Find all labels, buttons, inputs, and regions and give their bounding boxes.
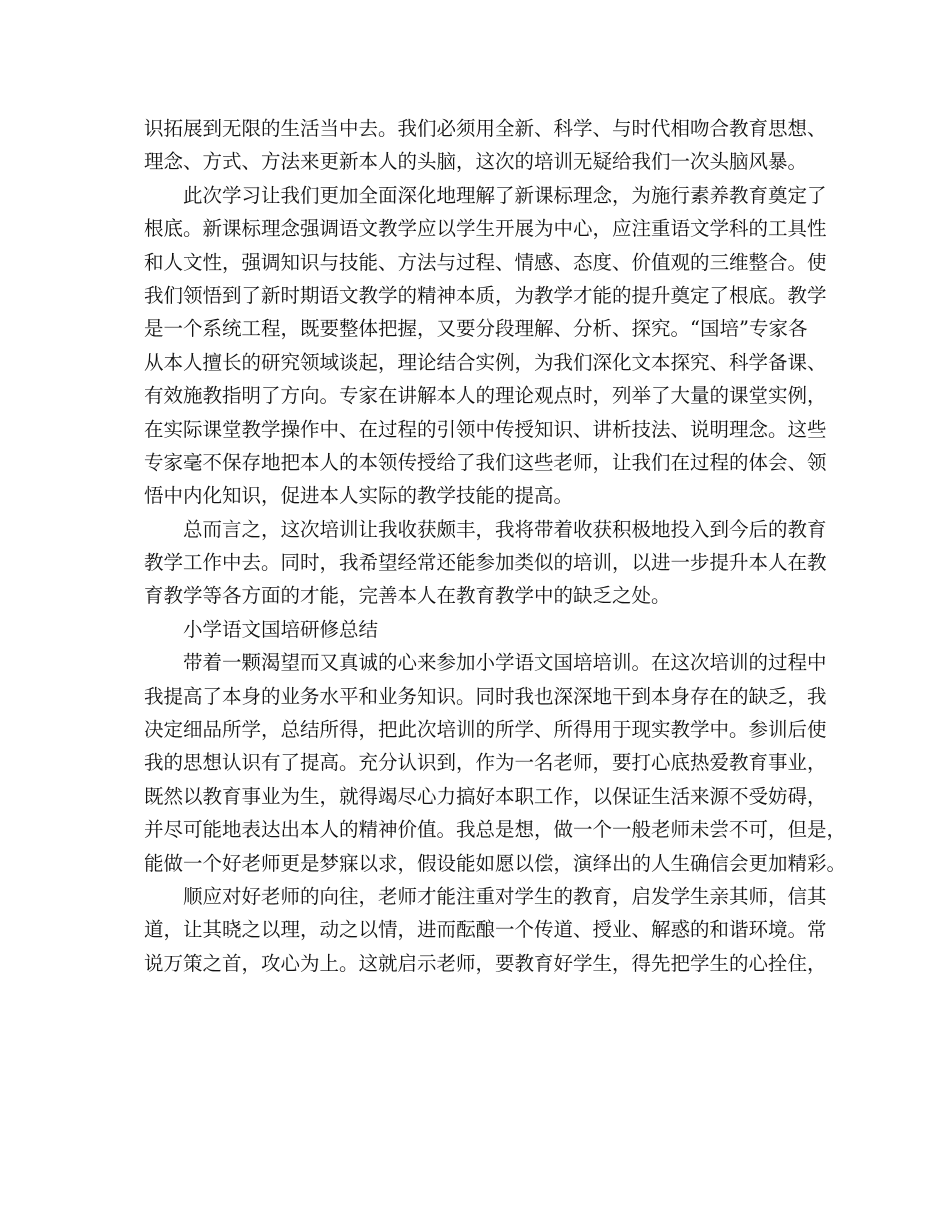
text-line: 在实际课堂教学操作中、在过程的引领中传授知识、讲析技法、说明理念。这些 [144, 417, 827, 441]
section-heading: 小学语文国培研修总结 [183, 617, 379, 641]
text-line: 根底。新课标理念强调语文教学应以学生开展为中心，应注重语文学科的工具性 [144, 217, 827, 241]
text-line: 我的思想认识有了提高。充分认识到，作为一名老师，要打心底热爱教育事业， [144, 751, 827, 775]
text-line: 育教学等各方面的才能，完善本人在教育教学中的缺乏之处。 [144, 584, 671, 608]
text-line: 顺应对好老师的向往，老师才能注重对学生的教育，启发学生亲其师，信其 [183, 884, 827, 908]
text-line: 专家毫不保存地把本人的本领传授给了我们这些老师，让我们在过程的体会、领 [144, 450, 827, 474]
text-line: 道，让其晓之以理，动之以情，进而酝酿一个传道、授业、解惑的和谐环境。常 [144, 918, 827, 942]
text-line: 是一个系统工程，既要整体把握，又要分段理解、分析、探究。“国培”专家各 [144, 317, 808, 341]
text-line: 决定细品所学，总结所得，把此次培训的所学、所得用于现实教学中。参训后使 [144, 718, 827, 742]
text-line: 我提高了本身的业务水平和业务知识。同时我也深深地干到本身存在的缺乏，我 [144, 684, 827, 708]
text-line: 和人文性，强调知识与技能、方法与过程、情感、态度、价值观的三维整合。使 [144, 250, 827, 274]
text-line: 有效施教指明了方向。专家在讲解本人的理论观点时，列举了大量的课堂实例， [144, 384, 827, 408]
text-line: 教学工作中去。同时，我希望经常还能参加类似的培训，以进一步提升本人在教 [144, 551, 827, 575]
text-line: 悟中内化知识，促进本人实际的教学技能的提高。 [144, 484, 574, 508]
text-line: 总而言之，这次培训让我收获颇丰，我将带着收获积极地投入到今后的教育 [183, 517, 827, 541]
text-line: 识拓展到无限的生活当中去。我们必须用全新、科学、与时代相吻合教育思想、 [144, 117, 827, 140]
text-line: 从本人擅长的研究领域谈起，理论结合实例，为我们深化文本探究、科学备课、 [144, 350, 827, 374]
text-line: 我们领悟到了新时期语文教学的精神本质，为教学才能的提升奠定了根底。教学 [144, 283, 827, 307]
text-line: 说万策之首，攻心为上。这就启示老师，要教育好学生，得先把学生的心拴住， [144, 951, 827, 975]
text-line: 并尽可能地表达出本人的精神价值。我总是想，做一个一般老师未尝不可，但是， [144, 818, 847, 842]
text-line: 能做一个好老师更是梦寐以求，假设能如愿以偿，演绎出的人生确信会更加精彩。 [144, 851, 847, 875]
document-body [144, 112, 847, 980]
text-line: 此次学习让我们更加全面深化地理解了新课标理念，为施行素养教育奠定了 [183, 183, 827, 207]
text-line: 带着一颗渴望而又真诚的心来参加小学语文国培培训。在这次培训的过程中 [183, 651, 827, 675]
text-line: 理念、方式、方法来更新本人的头脑，这次的培训无疑给我们一次头脑风暴。 [144, 150, 808, 174]
text-line: 既然以教育事业为生，就得竭尽心力搞好本职工作，以保证生活来源不受妨碍， [144, 784, 827, 808]
